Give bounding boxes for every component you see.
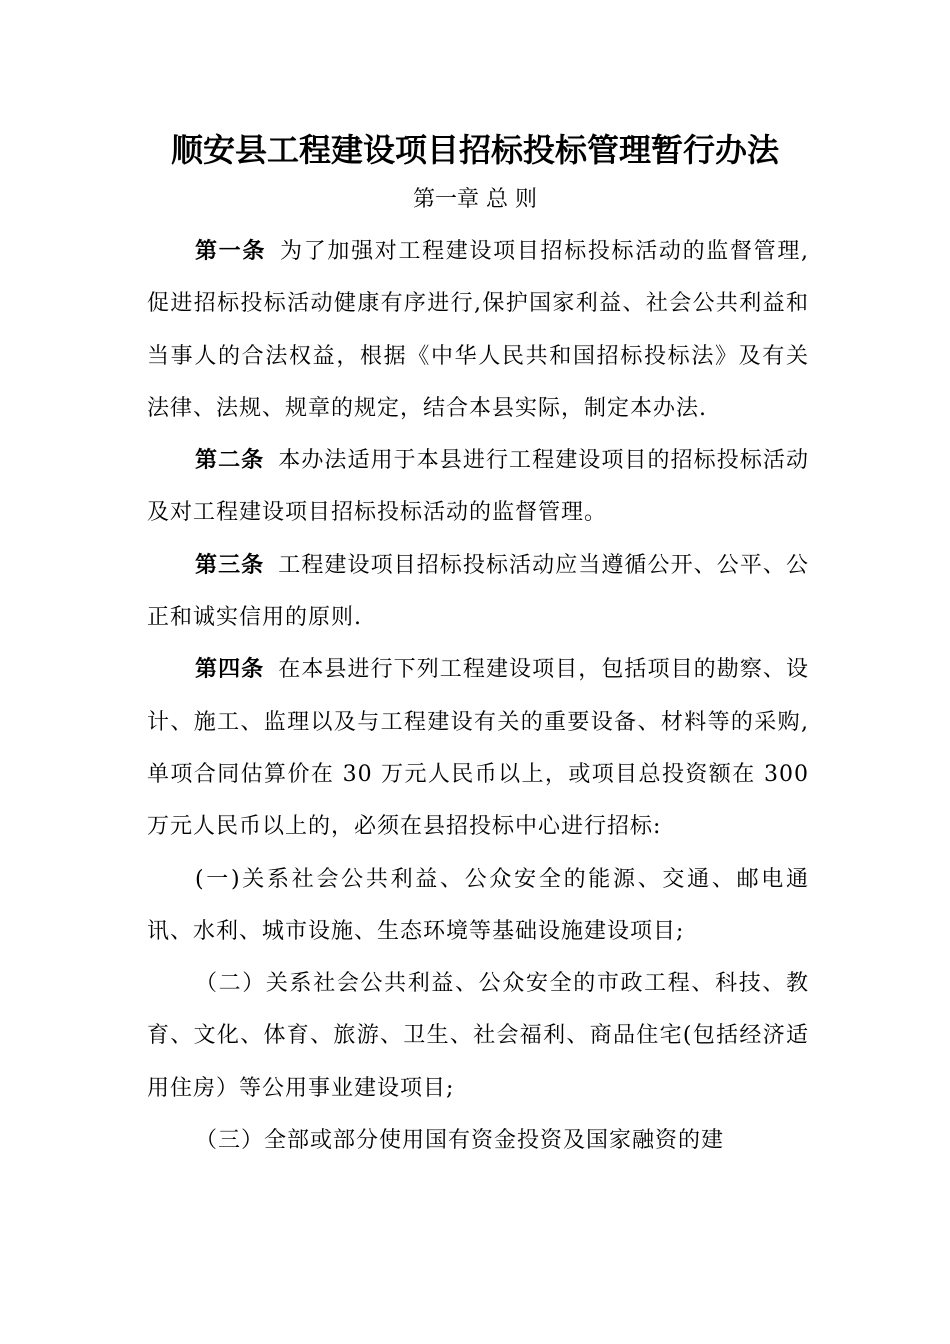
article-heading: 第一条 [195, 239, 267, 264]
chapter-heading: 第一章 总 则 [413, 187, 537, 212]
list-item-3 [147, 1115, 809, 1167]
list-item-1 [147, 854, 809, 959]
article-1 [147, 226, 809, 435]
article-heading: 第二条 [195, 448, 265, 474]
list-item-text: (一)关系社会公共利益、公众安全的能源、交通、邮电通讯、水利、城市设施、生态环境等基础设施建设项目; [147, 866, 809, 944]
article-2 [147, 435, 809, 540]
article-heading: 第三条 [195, 552, 265, 578]
list-item-text: （三）全部或部分使用国有资金投资及国家融资的建 [195, 1128, 725, 1154]
article-4 [147, 644, 809, 853]
article-text: 在本县进行下列工程建设项目，包括项目的勘察、设计、施工、监理以及与工程建设有关的重要设备、材料等的采购,单项合同估算价在 30 万元人民币以上，或项目总投资额在 300 万元人民币以上的，必须在县招投标中心进行招标: [147, 657, 809, 840]
article-text: 为了加强对工程建设项目招标投标活动的监督管理,促进招标投标活动健康有序进行,保护国家利益、社会公共利益和当事人的合法权益，根据《中华人民共和国招标投标法》及有关法律、法规、规章的规定，结合本县实际，制定本办法. [147, 239, 809, 421]
document-title: 顺安县工程建设项目招标投标管理暂行办法 [170, 131, 779, 169]
article-text: 本办法适用于本县进行工程建设项目的招标投标活动及对工程建设项目招标投标活动的监督管理。 [147, 448, 809, 526]
article-text: 工程建设项目招标投标活动应当遵循公开、公平、公正和诚实信用的原则. [147, 552, 809, 631]
document-body [147, 226, 809, 1167]
list-item-text: （二）关系社会公共利益、公众安全的市政工程、科技、教育、文化、体育、旅游、卫生、社会福利、商品住宅(包括经济适用住房）等公用事业建设项目; [147, 971, 809, 1101]
article-3 [147, 540, 809, 645]
article-heading: 第四条 [195, 657, 265, 683]
list-item-2 [147, 958, 809, 1115]
